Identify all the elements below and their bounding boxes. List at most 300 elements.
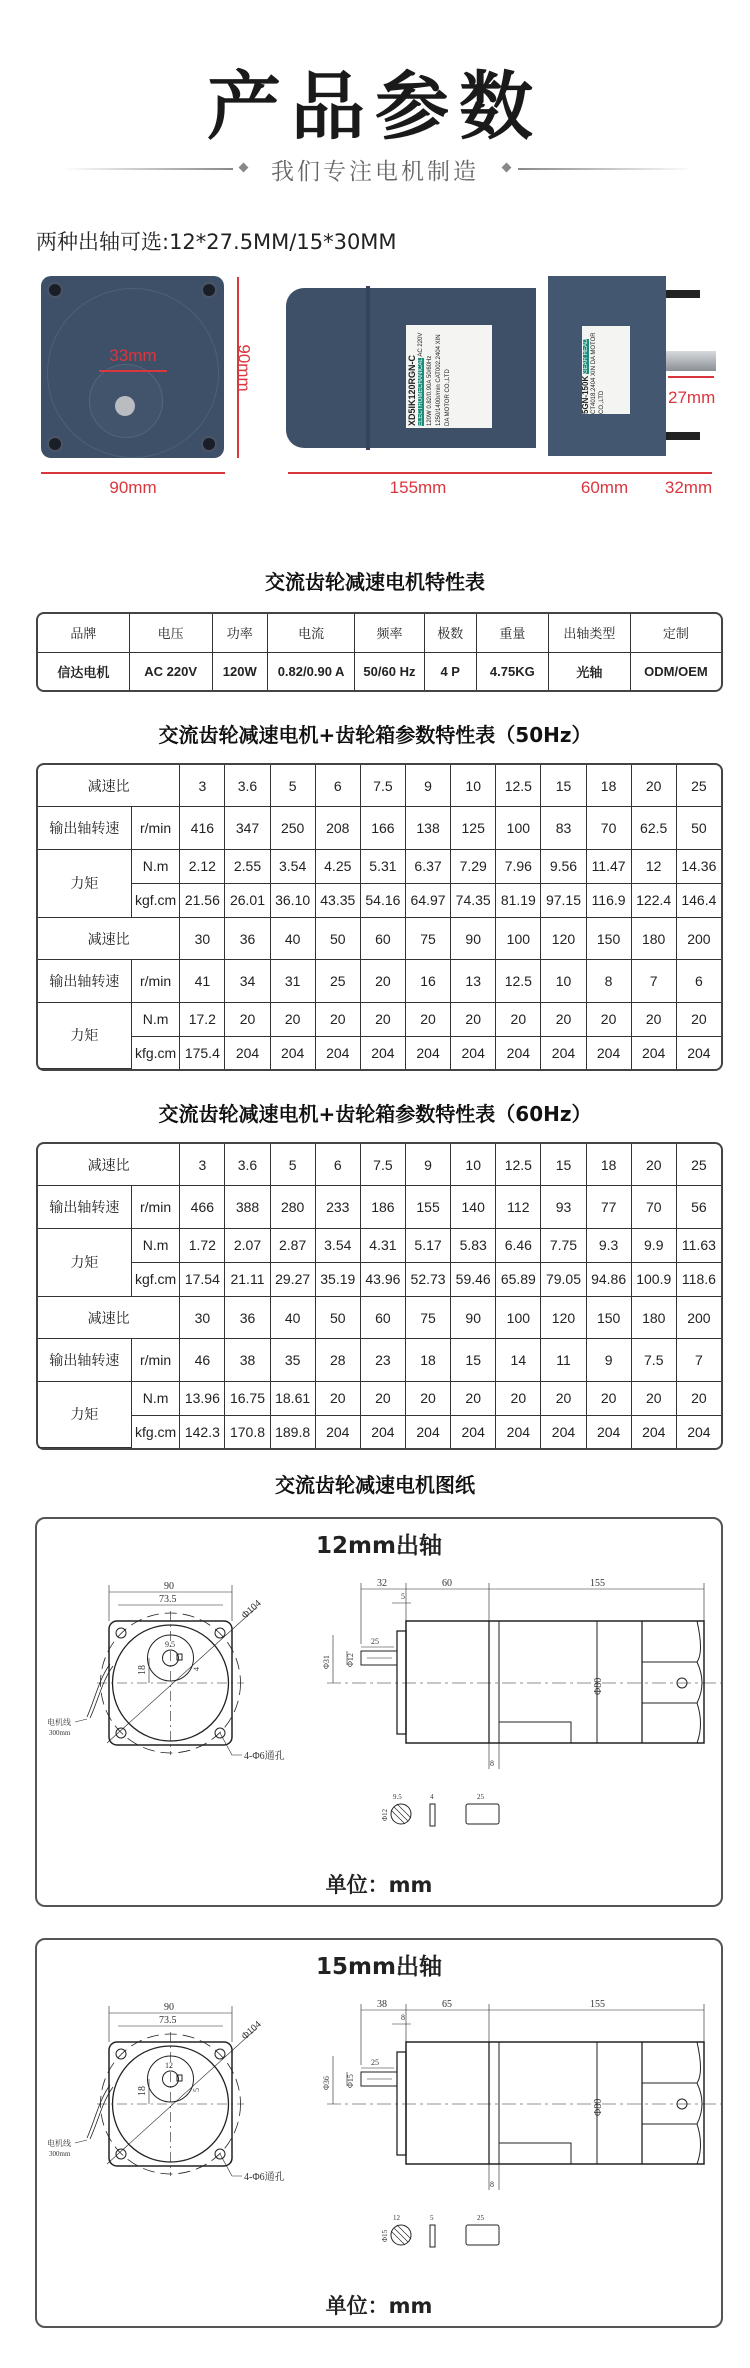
ratio-label: 减速比 [38,1297,180,1339]
dim-pcd: Φ104 [239,1598,264,1622]
spec-value-cell: 4 P [425,653,477,690]
speed-cell: 25 [316,960,361,1002]
gear-code: CT4018.2404 [591,377,597,414]
torque-kgf-cell: 65.89 [496,1263,541,1297]
torque-nm-cell: 11.63 [677,1229,721,1263]
speed-cell: 208 [316,807,361,849]
ratio-cell: 9 [406,1144,451,1186]
ratio-cell: 6 [316,765,361,807]
dim-boss: Φ31 [322,1655,331,1669]
dim-hole-span: 73.5 [159,1594,177,1605]
wire-length-label: 300mm [49,2150,71,2158]
ratio-cell: 3 [180,1144,225,1186]
spec-value-cell: AC 220V [130,653,213,690]
gear-tag: GEAR HEAD [583,338,589,375]
dim-gearbox-length: 60 [442,1578,452,1589]
ratio-cell: 20 [632,765,677,807]
spec-value-cell: ODM/OEM [644,663,708,679]
technical-drawing [37,1519,721,1905]
nameplate-tag: ELECTROMECHANICAL [418,358,424,426]
drawing-15mm-shaft [35,1938,723,2328]
ratio-cell: 3.6 [225,1144,270,1186]
speed-unit: r/min [132,1339,180,1381]
ratio-cell: 180 [632,918,677,960]
bolt-icon [201,436,217,452]
dim-shaft-diameter: Φ12 [346,1653,355,1667]
ratio-cell: 50 [316,1297,361,1339]
ratio-cell: 7.5 [361,765,406,807]
motor-cap-seam [366,286,370,450]
dim-key-length: 25 [371,2058,379,2067]
gear-table-50hz [36,763,723,1071]
speed-cell: 388 [225,1186,270,1228]
spec-header-cell: 频率 [355,614,424,653]
dim-hole-span: 73.5 [159,2015,177,2026]
torque-kgf-cell: 81.19 [496,884,541,918]
torque-kgf-cell: 36.10 [271,884,316,918]
ratio-cell: 200 [677,918,721,960]
torque-kgf-row [38,1416,721,1448]
speed-cell: 77 [587,1186,632,1228]
speed-cell: 7 [632,960,677,1002]
speed-cell: 13 [451,960,496,1002]
dim-shaft-key: 9.5 [165,1640,175,1649]
spec-header-cell: 极数 [425,614,477,653]
speed-cell: 28 [316,1339,361,1381]
torque-kgf-cell: 122.4 [632,884,677,918]
torque-nm-cell: 5.83 [451,1229,496,1263]
ratio-cell: 6 [316,1144,361,1186]
spec-value-row [38,653,721,690]
torque-kgf-cell: 204 [316,1416,361,1448]
technical-drawing [37,1940,721,2326]
speed-cell: 83 [541,807,586,849]
torque-nm-cell: 20 [677,1382,721,1416]
torque-kgf-cell: 204 [496,1037,541,1069]
side-view [322,1578,721,1769]
torque-kgf-cell: 17.54 [180,1263,225,1297]
ratio-cell: 75 [406,1297,451,1339]
bolt-icon [47,436,63,452]
gear-maker: XIN DA MOTOR CO.,LTD [591,332,605,414]
speed-label: 输出轴转速 [38,1339,132,1381]
ratio-cell: 30 [180,1297,225,1339]
height-dimension-label: 90mm [234,344,254,392]
torque-nm-cell: 20 [587,1382,632,1416]
speed-cell: 70 [587,807,632,849]
torque-kgf-cell: 116.9 [587,884,632,918]
speed-cell: 56 [677,1186,721,1228]
ratio-cell: 40 [271,1297,316,1339]
torque-nm-cell: 1.72 [180,1229,225,1263]
gear-table-60hz-title: 交流齿轮减速电机+齿轮箱参数特性表（60Hz） [158,1102,592,1126]
torque-kgf-row [38,1037,721,1069]
nm-unit: N.m [132,1003,180,1037]
dim-detail-diameter: Φ15 [381,2229,389,2242]
kgf-unit: kgf.cm [132,1263,180,1297]
spec-header-cell: 出轴类型 [549,614,631,653]
torque-label: 力矩 [38,1003,132,1070]
dim-body-diameter: Φ80 [593,2098,604,2116]
ratio-cell: 150 [587,1297,632,1339]
torque-kgf-cell: 204 [271,1037,316,1069]
torque-kgf-cell: 43.96 [361,1263,406,1297]
dim-gap: 8 [490,1759,494,1768]
ratio-cell: 12.5 [496,765,541,807]
ratio-cell: 120 [541,918,586,960]
torque-nm-cell: 9.9 [632,1229,677,1263]
torque-kgf-cell: 204 [451,1037,496,1069]
speed-cell: 41 [180,960,225,1002]
ratio-row [38,918,721,960]
dim-offset: 18 [137,2086,148,2096]
spec-value-cell: 0.82/0.90 A [268,653,355,690]
ratio-label: 减速比 [38,765,180,807]
ratio-cell: 150 [587,918,632,960]
torque-kgf-cell: 204 [632,1416,677,1448]
speed-label: 输出轴转速 [38,1186,132,1228]
speed-cell: 70 [632,1186,677,1228]
speed-cell: 100 [496,807,541,849]
torque-kgf-cell: 74.35 [451,884,496,918]
ratio-cell: 36 [225,918,270,960]
torque-nm-cell: 20 [541,1003,586,1037]
torque-nm-cell: 13.96 [180,1382,225,1416]
torque-nm-cell: 18.61 [271,1382,316,1416]
speed-cell: 93 [541,1186,586,1228]
torque-nm-row [38,850,721,884]
speed-unit: r/min [132,1186,180,1228]
shaft-options-text: 两种出轴可选:12*27.5MM/15*30MM [36,230,397,254]
torque-nm-cell: 20 [225,1003,270,1037]
torque-nm-cell: 2.12 [180,850,225,884]
torque-kgf-cell: 26.01 [225,884,270,918]
speed-cell: 416 [180,807,225,849]
spec-header-cell: 电压 [130,614,213,653]
gearbox-nameplate [582,326,630,414]
speed-cell: 50 [677,807,721,849]
speed-label: 输出轴转速 [38,807,132,849]
ratio-cell: 5 [271,765,316,807]
speed-cell: 10 [541,960,586,1002]
torque-nm-cell: 20 [361,1382,406,1416]
speed-cell: 9 [587,1339,632,1381]
torque-nm-cell: 20 [677,1003,721,1037]
output-shaft [666,351,716,371]
dim-shaft-diameter: Φ15 [346,2074,355,2088]
torque-kgf-cell: 21.11 [225,1263,270,1297]
drawings-title: 交流齿轮减速电机图纸 [275,1473,475,1497]
torque-nm-cell: 2.87 [271,1229,316,1263]
stud-icon [666,290,700,298]
gear-table-50hz-title: 交流齿轮减速电机+齿轮箱参数特性表（50Hz） [158,723,592,747]
dim-detail-width: 5 [430,2214,434,2222]
dim-flange: 8 [401,2013,405,2022]
dim-flange: 5 [401,1592,405,1601]
torque-nm-row [38,1382,721,1416]
dim-key-length: 25 [371,1637,379,1646]
speed-cell: 166 [361,807,406,849]
torque-nm-cell: 9.3 [587,1229,632,1263]
torque-nm-row [38,1229,721,1263]
drawing-title: 15mm出轴 [316,1954,442,1980]
torque-nm-cell: 5.31 [361,850,406,884]
torque-nm-cell: 17.2 [180,1003,225,1037]
wire-length-label: 300mm [49,1729,71,1737]
torque-kgf-cell: 204 [687,1044,711,1061]
ratio-label: 减速比 [38,1144,180,1186]
torque-label: 力矩 [38,1229,132,1297]
nameplate-code: CAT002.2404 [436,346,442,383]
torque-kgf-cell: 64.97 [406,884,451,918]
torque-nm-cell: 20 [316,1382,361,1416]
ratio-cell: 12.5 [496,1144,541,1186]
speed-cell: 466 [180,1186,225,1228]
dim-motor-length: 155 [590,1999,605,2010]
front-view [47,1581,285,1762]
torque-kgf-cell: 175.4 [180,1037,225,1069]
spec-header-cell: 重量 [477,614,549,653]
torque-nm-cell: 2.07 [225,1229,270,1263]
torque-nm-cell: 20 [541,1382,586,1416]
ratio-cell: 15 [541,1144,586,1186]
ratio-cell: 50 [316,918,361,960]
spec-header-cell: 功率 [213,614,268,653]
torque-kgf-cell: 43.35 [316,884,361,918]
nm-unit: N.m [132,850,180,884]
speed-row [38,1339,721,1381]
unit-label: 单位：mm [325,1873,433,1897]
speed-cell: 155 [406,1186,451,1228]
ratio-cell: 3.6 [225,765,270,807]
ratio-cell: 18 [587,765,632,807]
page-subtitle: 我们专注电机制造 [271,159,479,185]
length-dimension-line [288,472,712,474]
torque-kgf-cell: 204 [361,1037,406,1069]
torque-kgf-cell: 52.73 [406,1263,451,1297]
speed-cell: 7 [677,1339,721,1381]
key-detail [381,2214,499,2247]
torque-nm-cell: 16.75 [225,1382,270,1416]
torque-kgf-cell: 204 [225,1037,270,1069]
side-view [322,1999,721,2190]
gearbox-length-label: 60mm [580,478,629,497]
ratio-cell: 100 [496,1297,541,1339]
torque-kgf-cell: 204 [406,1037,451,1069]
ratio-cell: 180 [632,1297,677,1339]
torque-kgf-cell: 204 [496,1416,541,1448]
torque-kgf-cell: 97.15 [541,884,586,918]
ratio-cell: 25 [677,1144,721,1186]
nameplate-spec: AC 220V 120W 0.82/0.90A [418,332,433,426]
torque-kgf-cell: 79.05 [541,1263,586,1297]
nm-unit: N.m [132,1382,180,1416]
ratio-cell: 25 [677,765,721,807]
speed-cell: 11 [541,1339,586,1381]
speed-cell: 31 [271,960,316,1002]
spec-header-cell: 品牌 [38,614,130,653]
holes-label: 4-Φ6通孔 [244,2172,285,2183]
dim-shaft-key: 12 [165,2061,173,2070]
holes-label: 4-Φ6通孔 [244,1751,285,1762]
torque-kgf-cell: 204 [316,1037,361,1069]
torque-nm-cell: 20 [316,1003,361,1037]
key-detail [381,1793,499,1826]
bolt-icon [201,282,217,298]
dim-key-height: 5 [192,2088,201,2092]
torque-kgf-cell: 204 [541,1416,586,1448]
speed-cell: 186 [361,1186,406,1228]
nm-unit: N.m [132,1229,180,1263]
torque-kgf-cell: 204 [451,1416,496,1448]
dim-pcd: Φ104 [239,2019,264,2043]
hub-dimension-line [99,370,167,372]
ratio-label: 减速比 [38,918,180,960]
torque-nm-cell: 4.25 [316,850,361,884]
ratio-cell: 9 [406,765,451,807]
torque-nm-cell: 7.75 [541,1229,586,1263]
torque-nm-cell: 3.54 [271,850,316,884]
shaft-length-label: 32mm [664,478,713,497]
dim-detail-length: 25 [477,2214,484,2222]
ratio-cell: 60 [361,918,406,960]
torque-nm-cell: 20 [496,1003,541,1037]
speed-cell: 62.5 [632,807,677,849]
speed-unit: r/min [132,807,180,849]
ratio-cell: 75 [406,918,451,960]
torque-label: 力矩 [38,850,132,918]
torque-nm-cell: 6.46 [496,1229,541,1263]
torque-nm-cell: 3.54 [316,1229,361,1263]
dim-boss: Φ36 [322,2076,331,2090]
ratio-row [38,1144,721,1186]
ratio-cell: 200 [677,1297,721,1339]
speed-cell: 14 [496,1339,541,1381]
spec-value-cell: 120W [213,653,268,690]
torque-nm-cell: 20 [406,1003,451,1037]
dim-width: 90 [164,1581,174,1592]
width-dimension-line [41,472,225,474]
shaft-exposed-label: 27mm [668,388,716,407]
torque-kgf-cell: 100.9 [632,1263,677,1297]
torque-kgf-cell: 94.86 [587,1263,632,1297]
torque-nm-cell: 20 [451,1003,496,1037]
spec-table [36,612,723,692]
torque-kgf-cell: 204 [406,1416,451,1448]
torque-nm-cell: 7.29 [451,850,496,884]
ratio-cell: 3 [180,765,225,807]
kgf-unit: kfg.cm [132,1416,180,1448]
torque-kgf-cell: 59.46 [451,1263,496,1297]
speed-cell: 250 [271,807,316,849]
shaft-dimension-line [668,376,714,378]
speed-cell: 16 [406,960,451,1002]
dim-width: 90 [164,2002,174,2013]
ratio-cell: 100 [496,918,541,960]
torque-nm-cell: 20 [271,1003,316,1037]
torque-kgf-cell: 204 [687,1423,711,1440]
torque-nm-cell: 2.55 [225,850,270,884]
motor-nameplate [406,325,492,428]
speed-cell: 125 [451,807,496,849]
torque-nm-cell: 20 [632,1003,677,1037]
torque-kgf-cell: 21.56 [180,884,225,918]
ratio-cell: 90 [451,1297,496,1339]
torque-kgf-cell: 54.16 [361,884,406,918]
ratio-cell: 30 [180,918,225,960]
torque-nm-cell: 20 [587,1003,632,1037]
dim-detail-width: 4 [430,1793,434,1801]
shaft-end-icon [115,396,135,416]
torque-nm-cell: 20 [451,1382,496,1416]
dim-detail-key: 9.5 [393,1793,402,1801]
torque-nm-cell: 20 [361,1003,406,1037]
speed-row [38,960,721,1002]
nameplate-maker: XIN DA MOTOR CO.,LTD [436,334,451,426]
spec-header-cell: 电流 [268,614,355,653]
kgf-unit: kgf.cm [132,884,180,918]
torque-kgf-cell: 146.4 [677,884,721,918]
torque-nm-cell: 9.56 [541,850,586,884]
torque-nm-cell: 7.96 [496,850,541,884]
torque-nm-cell: 20 [632,1382,677,1416]
dim-key-height: 4 [192,1667,201,1671]
torque-nm-cell: 11.47 [587,850,632,884]
speed-cell: 34 [225,960,270,1002]
speed-cell: 6 [677,960,721,1002]
ratio-cell: 18 [587,1144,632,1186]
dim-shaft-length: 32 [377,1578,387,1589]
speed-cell: 12.5 [496,960,541,1002]
kgf-unit: kfg.cm [132,1037,180,1069]
wire-label: 电机线 [47,1718,71,1727]
dim-detail-length: 25 [477,1793,484,1801]
spec-value-cell: 信达电机 [38,653,130,690]
dim-gearbox-length: 65 [442,1999,452,2010]
speed-cell: 112 [496,1186,541,1228]
nameplate-model: XD5IK120RGN-C [407,354,417,426]
gear-model: 5GN-150K [581,375,590,414]
torque-kgf-cell: 170.8 [225,1416,270,1448]
torque-kgf-cell: 204 [587,1037,632,1069]
torque-nm-cell: 4.31 [361,1229,406,1263]
speed-cell: 347 [225,807,270,849]
speed-cell: 15 [451,1339,496,1381]
speed-unit: r/min [132,960,180,1002]
ratio-cell: 36 [225,1297,270,1339]
torque-kgf-cell: 204 [587,1416,632,1448]
drawing-12mm-shaft [35,1517,723,1907]
torque-nm-cell: 20 [406,1382,451,1416]
ratio-cell: 15 [541,765,586,807]
ratio-cell: 90 [451,918,496,960]
bolt-icon [47,282,63,298]
speed-cell: 8 [587,960,632,1002]
ratio-row [38,1297,721,1339]
wire-label: 电机线 [47,2139,71,2148]
torque-kgf-cell: 118.6 [677,1263,721,1297]
speed-cell: 35 [271,1339,316,1381]
speed-cell: 46 [180,1339,225,1381]
motor-length-label: 155mm [389,478,447,497]
speed-cell: 7.5 [632,1339,677,1381]
torque-nm-cell: 5.17 [406,1229,451,1263]
spec-header-row [38,614,721,653]
spec-table-title: 交流齿轮减速电机特性表 [265,570,485,594]
torque-nm-cell: 12 [632,850,677,884]
dim-offset: 18 [137,1665,148,1675]
torque-kgf-cell: 142.3 [180,1416,225,1448]
